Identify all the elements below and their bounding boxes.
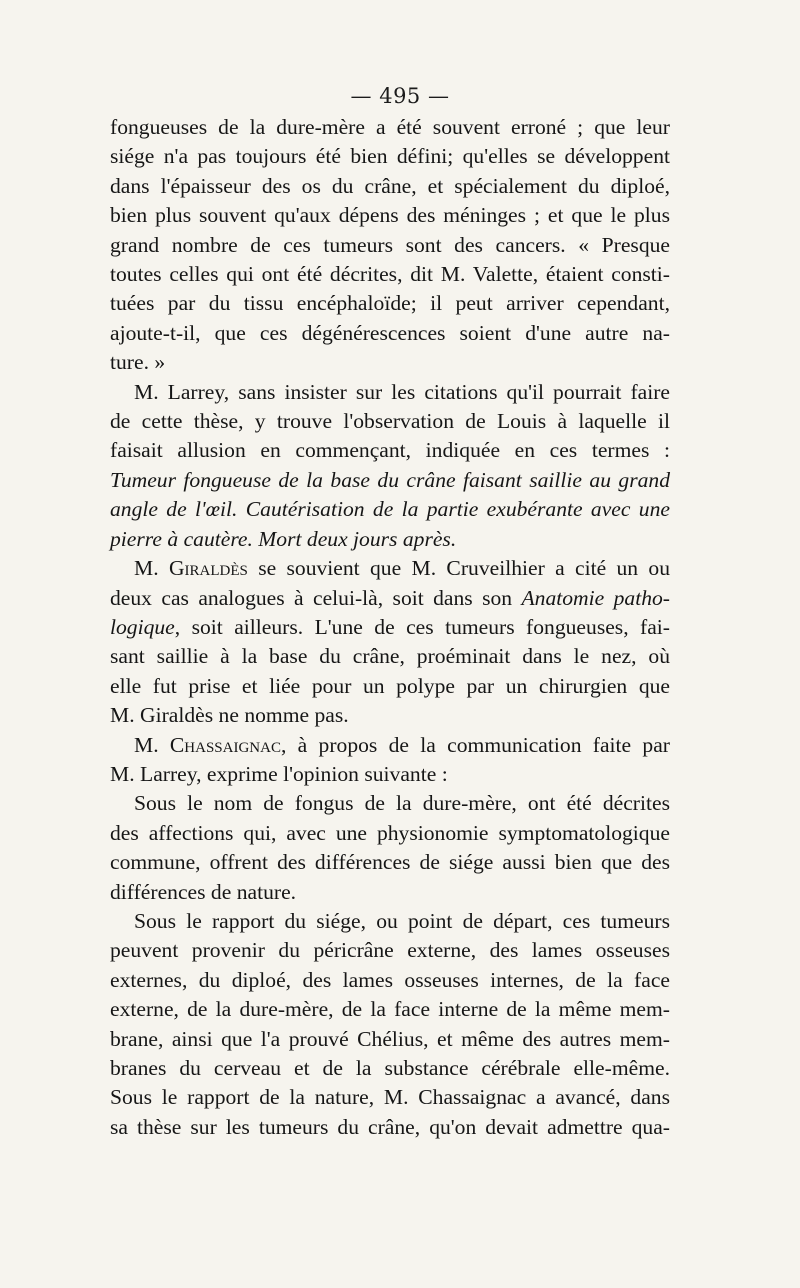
text-line: ajoute-t-il, que ces dégénérescences soient d'une autre na-	[110, 320, 670, 345]
paragraph-giraldes	[110, 554, 670, 730]
text-line: branes du cerveau et de la substance cérébrale elle-même.	[110, 1056, 670, 1080]
text-line: commune, offrent des différences de siége aussi bien que des	[110, 850, 670, 875]
text-line-italic: angle de l'œil. Cautérisation de la partie exubérante avec une	[110, 497, 670, 522]
text-fragment: , à propos de la communication faite par	[280, 732, 670, 757]
text-line: sa thèse sur les tumeurs du crâne, qu'on devait admettre qua-	[110, 1114, 670, 1139]
text-line: grand nombre de ces tumeurs sont des cancers. « Presque	[110, 232, 670, 257]
body-text	[110, 113, 670, 1142]
text-line: peuvent provenir du péricrâne externe, des lames osseuses	[110, 938, 670, 963]
text-fragment: M.	[134, 556, 169, 581]
text-line: fongueuses de la dure-mère a été souvent erroné ; que leur	[110, 115, 670, 139]
text-line: M. Larrey, sans insister sur les citations qu'il pourrait faire	[134, 379, 670, 404]
text-line: dans l'épaisseur des os du crâne, et spécialement du diploé,	[110, 173, 670, 198]
text-line: brane, ainsi que l'a prouvé Chélius, et même des autres mem-	[110, 1026, 670, 1051]
text-line: différences de nature.	[110, 879, 297, 904]
book-title: Anatomie patho-	[521, 585, 670, 610]
text-line: bien plus souvent qu'aux dépens des méninges ; et que le plus	[110, 203, 670, 228]
text-line: M. Larrey, exprime l'opinion suivante :	[110, 761, 448, 786]
text-line: faisait allusion en commençant, indiquée en ces termes :	[110, 438, 670, 463]
text-line: externes, du diploé, des lames osseuses internes, de la face	[110, 967, 670, 992]
text-line: Sous le rapport de la nature, M. Chassaignac a avancé, dans	[110, 1085, 670, 1110]
text-line: Sous le nom de fongus de la dure-mère, ont été décrites	[134, 791, 670, 816]
text-line: toutes celles qui ont été décrites, dit M. Valette, étaient consti-	[110, 262, 670, 287]
text-line	[110, 613, 670, 642]
paragraph-fongus	[110, 789, 670, 907]
speaker-name: Chassaignac	[169, 732, 281, 757]
paragraph-larrey	[110, 378, 670, 554]
paragraph-chassaignac	[110, 731, 670, 790]
text-fragment: , soit ailleurs. L'une de ces tumeurs fongueuses, fai-	[174, 614, 670, 639]
text-fragment: deux cas analogues à celui-là, soit dans son	[110, 585, 522, 610]
text-fragment: M.	[134, 732, 170, 757]
speaker-name: Giraldès	[168, 556, 248, 581]
text-line: tuées par du tissu encéphaloïde; il peut arriver cependant,	[110, 291, 670, 316]
text-fragment: se souvient que M. Cruveilhier a cité un ou	[247, 556, 671, 581]
text-line-italic: pierre à cautère. Mort deux jours après.	[110, 526, 457, 551]
text-line: sant saillie à la base du crâne, proéminait dans le nez, où	[110, 644, 670, 669]
paragraph-valette-quote	[110, 113, 670, 378]
text-line: ture. »	[110, 350, 166, 375]
text-line	[110, 731, 670, 760]
text-line: de cette thèse, y trouve l'observation de Louis à laquelle il	[110, 409, 670, 434]
paragraph-siege	[110, 907, 670, 1142]
page-number: — 495 —	[350, 84, 450, 108]
book-title: logique	[110, 614, 175, 639]
text-line: des affections qui, avec une physionomie symptomatologique	[110, 820, 670, 845]
text-line-italic: Tumeur fongueuse de la base du crâne faisant saillie au grand	[110, 467, 670, 492]
text-line	[110, 584, 670, 613]
text-line: elle fut prise et liée pour un polype par un chirurgien que	[110, 673, 670, 698]
text-line	[110, 554, 670, 583]
text-line: siége n'a pas toujours été bien défini; qu'elles se développent	[110, 144, 670, 169]
text-line: externe, de la dure-mère, de la face interne de la même mem-	[110, 997, 670, 1022]
text-line: Sous le rapport du siége, ou point de départ, ces tumeurs	[134, 908, 670, 933]
text-line: M. Giraldès ne nomme pas.	[110, 703, 349, 728]
